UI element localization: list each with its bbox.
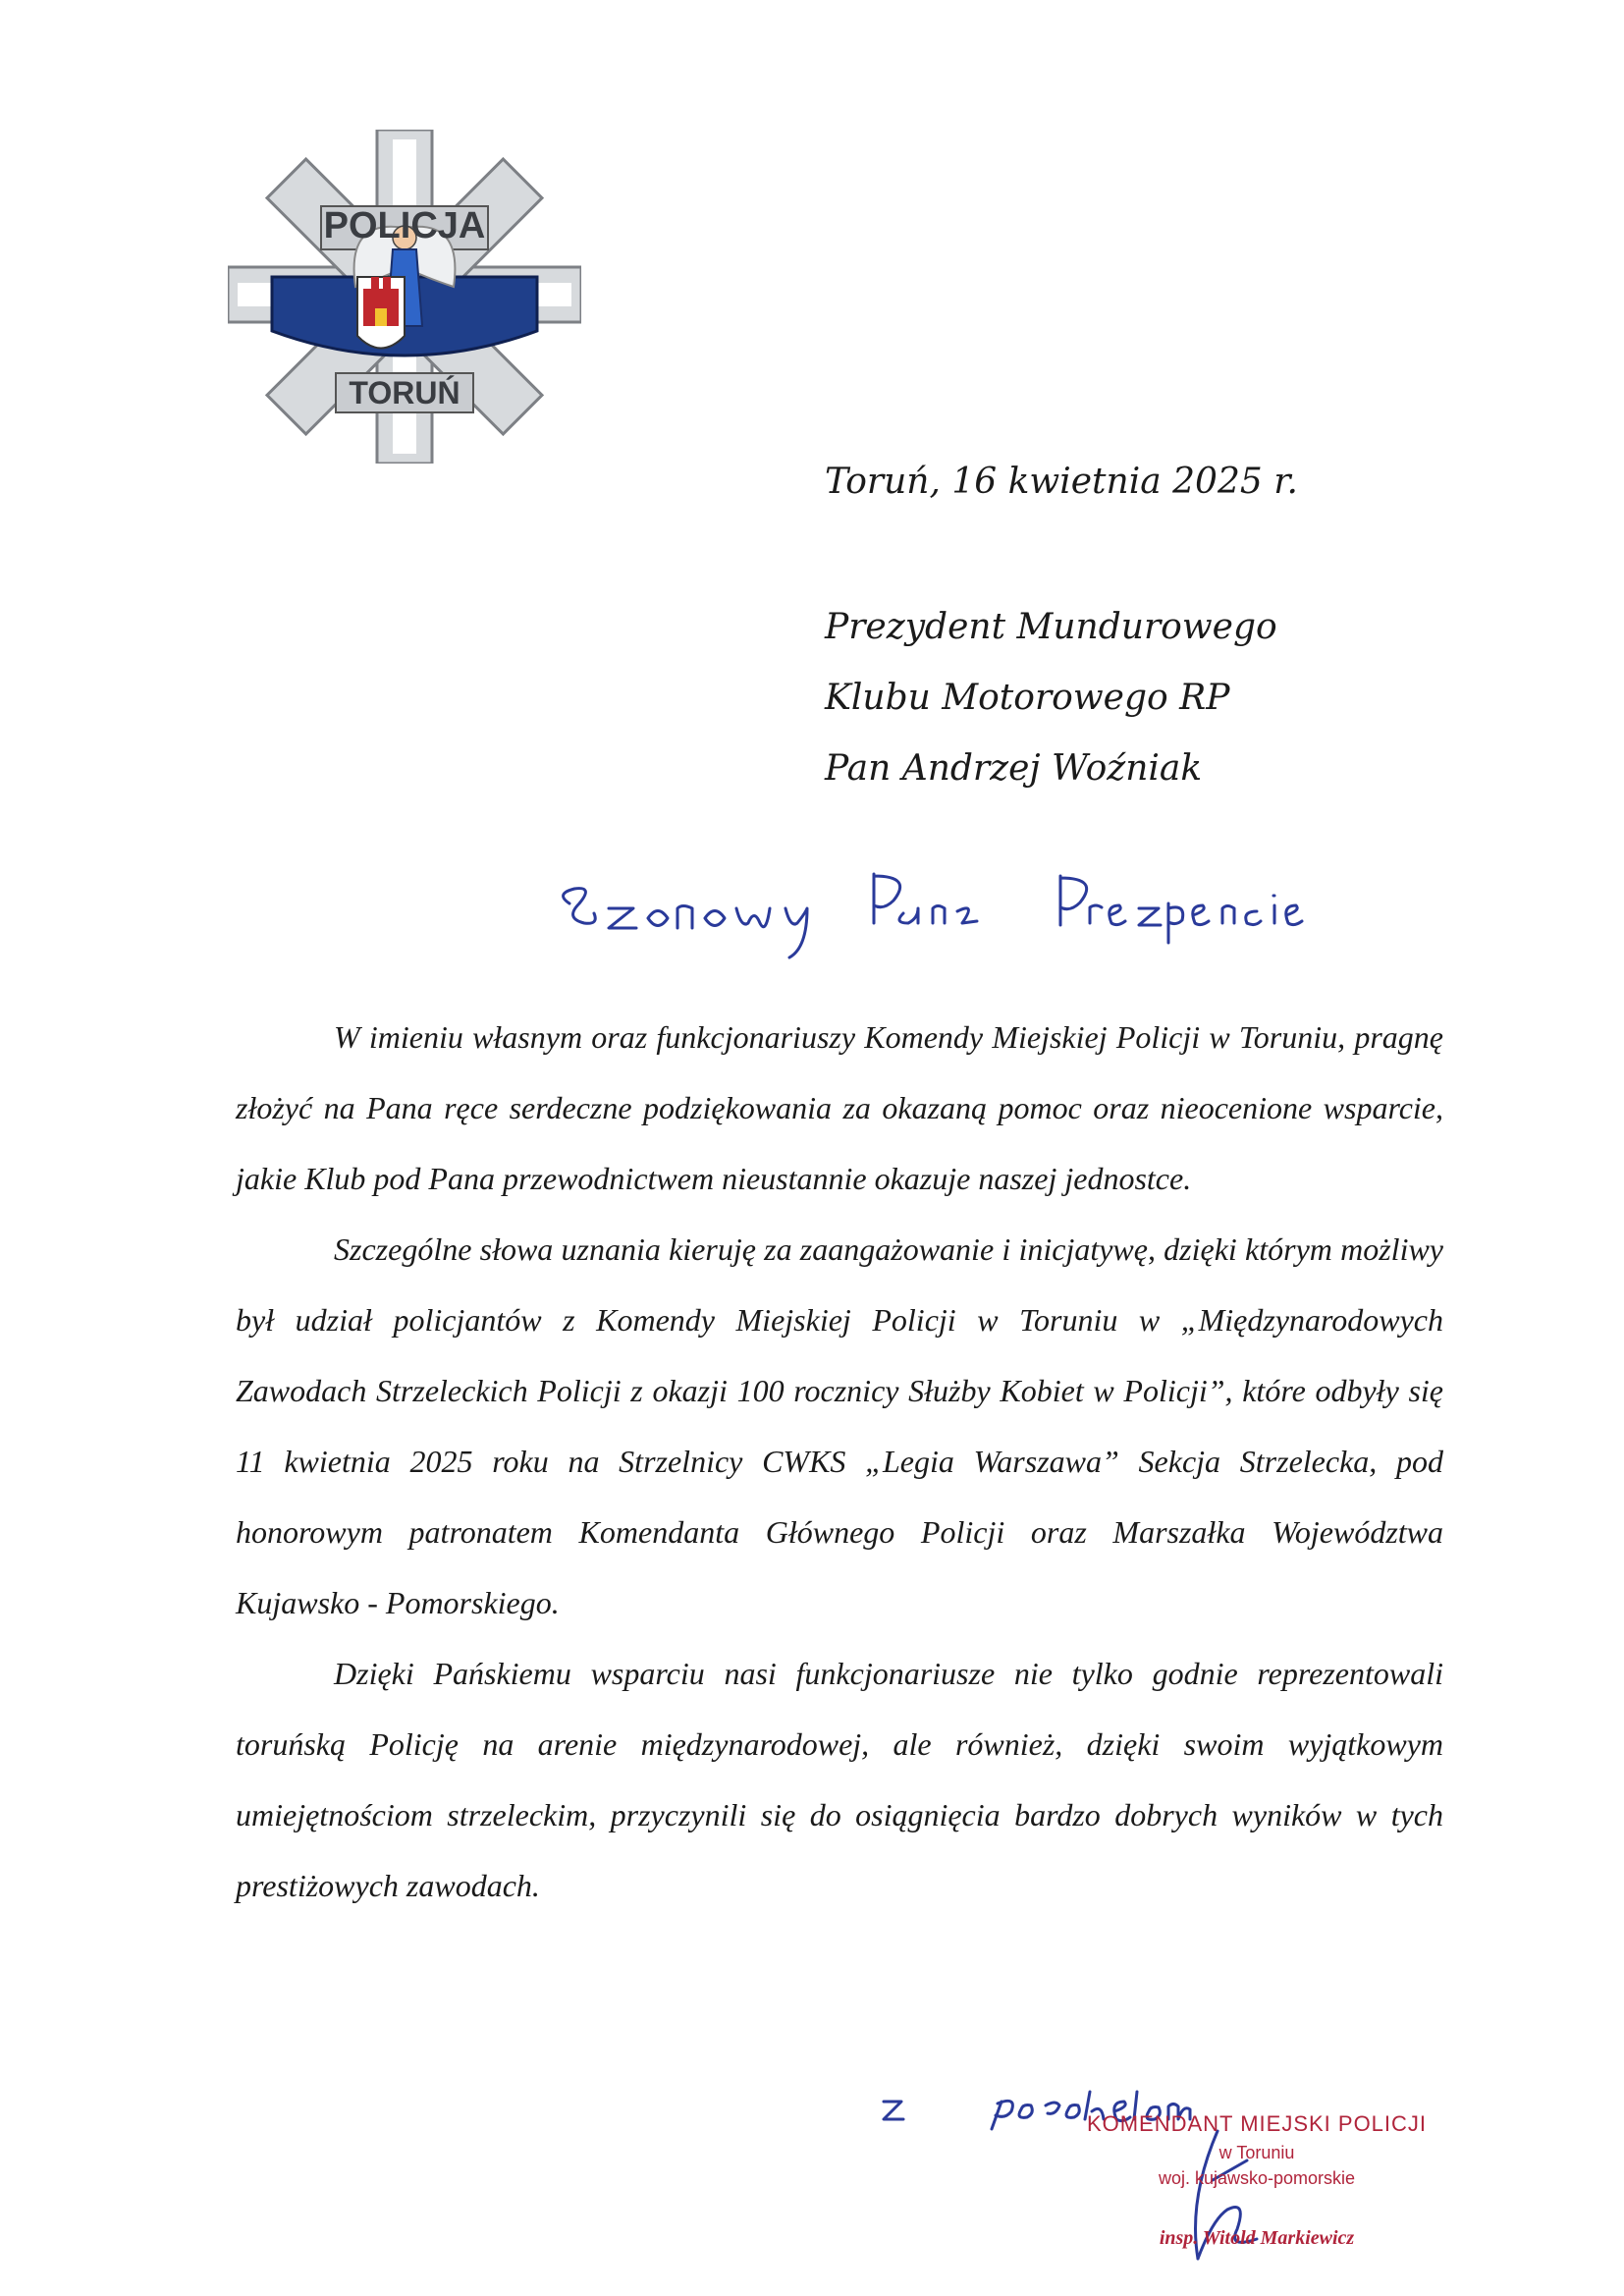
stamp-line-4: insp. Witold Markiewicz [1159,2227,1355,2249]
police-badge-logo [228,130,581,464]
stamp-line-3: woj. kujawsko-pomorskie [1158,2168,1356,2188]
addressee-line-1: Prezydent Mundurowego [825,607,1277,647]
letter-date: Toruń, 16 kwietnia 2025 r. [825,462,1298,502]
stamp-line-1: KOMENDANT MIEJSKI POLICJI [1086,2111,1428,2136]
addressee-line-2: Klubu Motorowego RP [825,678,1230,718]
body-paragraph-2: Szczególne słowa uznania kieruję za zaangażowanie i inicjatywę, dzięki którym możliwy był udział policjantów z Komendy Miejskiej Policji w Toruniu w „Międzynarodowych Zawodach Strzeleckich Policji z okazji 100 rocznicy Służby Kobiet w Policji”, które odbyły się 11 kwietnia 2025 roku na Strzelnicy CWKS „Legia Warszawa” Sekcja Strzelecka, pod honorowym patronatem Komendanta Głównego Policji oraz Marszałka Województwa Kujawsko - Pomorskiego. [236,1231,1443,1620]
body-paragraph-1: W imieniu własnym oraz funkcjonariuszy Komendy Miejskiej Policji w Toruniu, pragnę złożyć na Pana ręce serdeczne podziękowania za okazaną pomoc oraz nieocenione wsparcie, jakie Klub pod Pana przewodnictwem nieustannie okazuje naszej jednostce. [236,1019,1443,1196]
addressee-line-3: Pan Andrzej Woźniak [825,748,1203,789]
addressee-block [825,607,1277,819]
official-stamp [1070,2111,1443,2278]
letter-body [236,1002,1443,1921]
handwritten-salutation [550,864,1434,962]
body-paragraph-3: Dzięki Pańskiemu wsparciu nasi funkcjonariusze nie tylko godnie reprezentowali toruńską Policję na arenie międzynarodowej, ale również, dzięki swoim wyjątkowym umiejętnościom strzeleckim, przyczynili się do osiągnięcia bardzo dobrych wyników w tych prestiżowych zawodach. [236,1656,1443,1903]
logo-top-text: POLICJA [323,205,486,246]
logo-bottom-text: TORUŃ [349,375,460,410]
stamp-line-2: w Toruniu [1218,2143,1295,2162]
